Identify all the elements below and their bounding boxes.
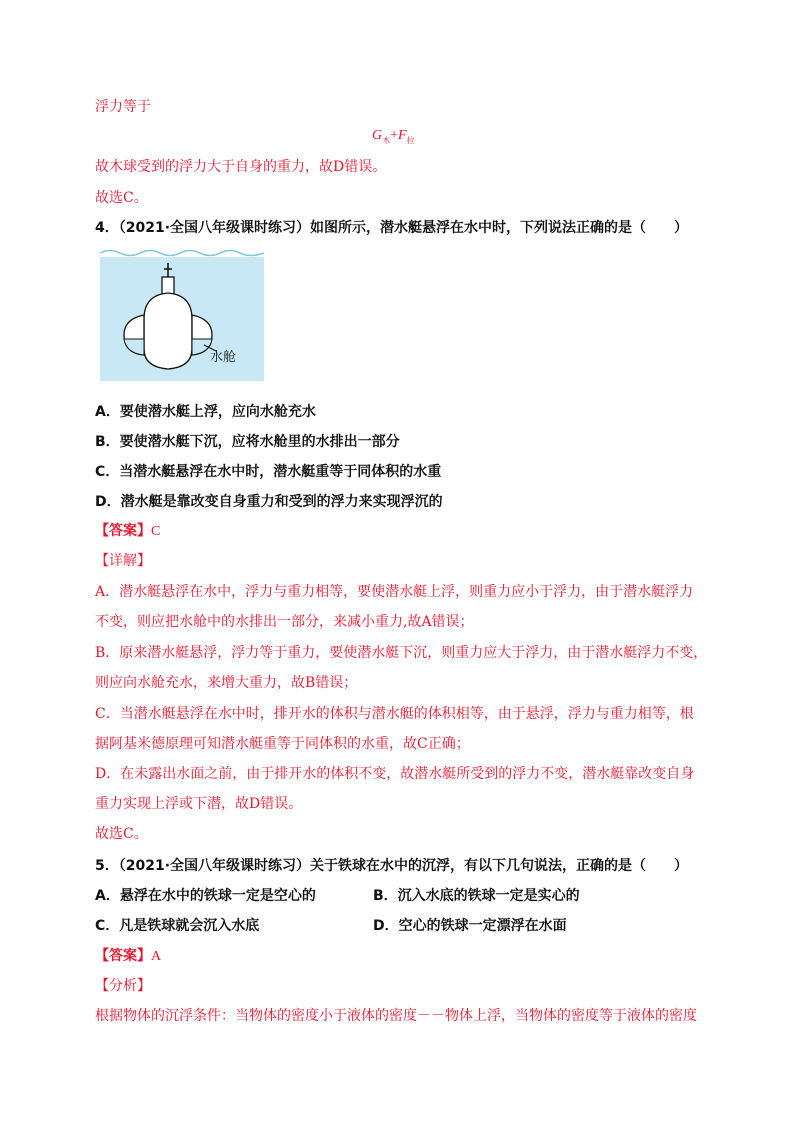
explanation-line: B．原来潜水艇悬浮，浮力等于重力，要使潜水艇下沉，则重力应大于浮力，由于潜水艇浮力不变， — [95, 645, 708, 661]
text-line: 故选C。 — [95, 190, 148, 206]
text-line: 浮力等于 — [95, 99, 151, 115]
text-line: 故木球受到的浮力大于自身的重力，故D错误。 — [95, 159, 387, 175]
submarine-figure — [98, 243, 266, 381]
formula: $G_木+F_拉$ — [372, 128, 415, 145]
answer-value: A — [151, 949, 162, 964]
answer-line — [95, 521, 160, 542]
explanation-line: 则应向水舱充水，来增大重力，故B错误； — [95, 675, 358, 691]
option-c: C．当潜水艇悬浮在水中时，潜水艇重等于同体积的水重 — [95, 464, 442, 480]
option-d: D．潜水艇是靠改变自身重力和受到的浮力来实现浮沉的 — [95, 494, 443, 510]
detail-tag: 【详解】 — [95, 553, 151, 569]
question-4-stem: 4．（2021·全国八年级课时练习）如图所示，潜水艇悬浮在水中时，下列说法正确的是（ ） — [95, 220, 689, 236]
answer-tag: 【答案】 — [95, 948, 151, 964]
explanation-line: A．潜水艇悬浮在水中，浮力与重力相等，要使潜水艇上浮，则重力应小于浮力，由于潜水艇浮力 — [95, 584, 694, 600]
analysis-tag: 【分析】 — [95, 978, 151, 994]
conclusion: 故选C。 — [95, 826, 148, 842]
answer-value: C — [151, 524, 161, 539]
analysis-text: 根据物体的沉浮条件：当物体的密度小于液体的密度－－物体上浮，当物体的密度等于液体的密度 — [95, 1008, 697, 1024]
explanation-line: C．当潜水艇悬浮在水中时，排开水的体积与潜水艇的体积相等，由于悬浮，浮力与重力相等，根 — [95, 706, 694, 722]
explanation-line: 不变，则应把水舱中的水排出一部分，来减小重力,故A错误； — [95, 614, 474, 630]
option-b: B．要使潜水艇下沉，应将水舱里的水排出一部分 — [95, 434, 400, 450]
figure-label: 水舱 — [210, 350, 237, 365]
question-5-stem: 5．（2021·全国八年级课时练习）关于铁球在水中的沉浮，有以下几句说法，正确的是（ ） — [95, 858, 689, 874]
explanation-line: D．在未露出水面之前，由于排开水的体积不变，故潜水艇所受到的浮力不变，潜水艇靠改变自身 — [95, 766, 695, 782]
explanation-line: 重力实现上浮或下潜，故D错误。 — [95, 796, 303, 812]
explanation-line: 据阿基米德原理可知潜水艇重等于同体积的水重，故C正确； — [95, 736, 470, 752]
option-a: A．要使潜水艇上浮，应向水舱充水 — [95, 404, 316, 420]
answer-line — [95, 946, 161, 967]
option-d: D．空心的铁球一定漂浮在水面 — [373, 918, 567, 934]
option-a: A．悬浮在水中的铁球一定是空心的 — [95, 888, 316, 904]
option-b: B．沉入水底的铁球一定是实心的 — [373, 888, 580, 904]
answer-tag: 【答案】 — [95, 523, 151, 539]
option-c: C．凡是铁球就会沉入水底 — [95, 918, 260, 934]
